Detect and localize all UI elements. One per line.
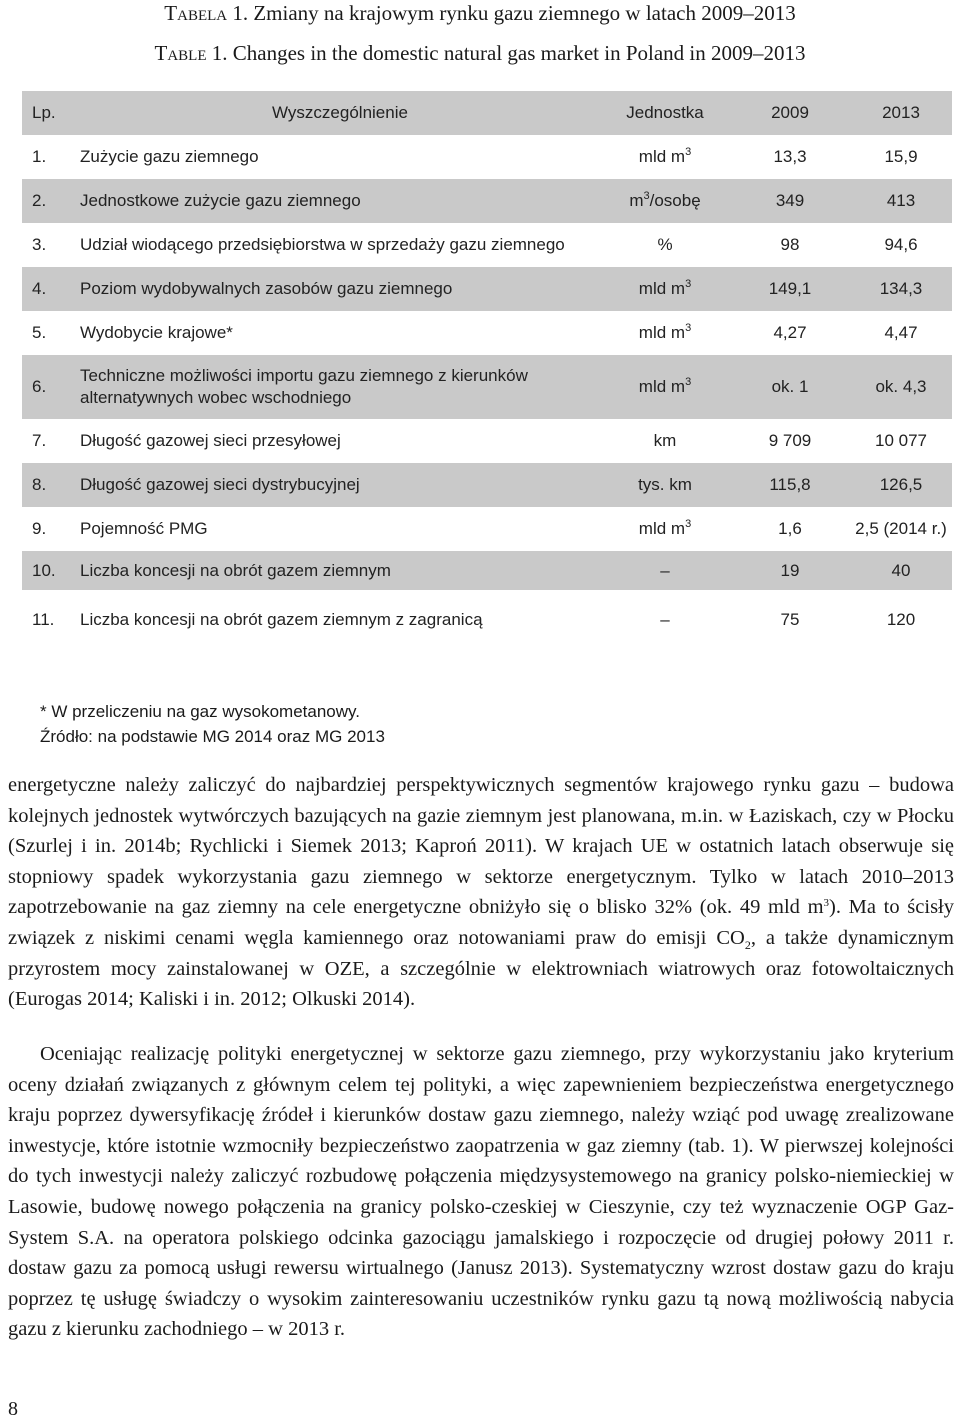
table-row	[22, 463, 952, 507]
cell-name: Pojemność PMG	[80, 519, 208, 538]
cell-unit: mld $m^3$	[600, 355, 730, 419]
caption-label: Tabela	[164, 1, 228, 25]
header-name: Wyszczególnienie	[80, 91, 600, 135]
cell-unit: mld $m^3$	[638, 518, 692, 538]
table-caption-english	[0, 41, 960, 66]
cell-2009: 4,27	[773, 323, 807, 342]
cell-2013: 15,9	[884, 147, 918, 166]
body-paragraph-1: energetyczne należy zaliczyć do najbardziej perspektywicznych segmentów krajowego rynku gazu – budowa kolejnych jednostek wytwórczych bazujących na gazie ziemnym jest planowana, m.in. w Łaziskach, czy w Płocku (Szurlej i in. 2014b; Rychlicki i Siemek 2013; Kaproń 2011). W krajach UE w ostatnich latach obserwuje się stopniowy spadek wykorzystania gazu ziemnego w sektorze energetycznym. Tylko w latach 2010–2013 zapotrzebowanie na gaz ziemny na cele energetyczne obniżyło się o blisko 32% (ok. 49 mld $m^3$). Ma to ścisły związek z niskimi cenami węgla kamiennego oraz notowaniami praw do emisji $CO_2$, a także dynamicznym przyrostem mocy zainstalowanej w OZE, a szczególnie w elektrowniach wiatrowych oraz fotowoltaicznych (Eurogas 2014; Kaliski i in. 2012; Olkuski 2014).	[8, 774, 955, 1011]
cell-2009: 19	[730, 551, 850, 595]
caption-text: Zmiany na krajowym rynku gazu ziemnego w latach 2009–2013	[253, 1, 796, 25]
cell-2013: 40	[850, 551, 952, 595]
cell-2009: 98	[780, 235, 800, 254]
cell-2013: 120	[850, 595, 952, 639]
cell-lp: 11.	[22, 595, 80, 639]
cell-2013: 94,6	[884, 235, 918, 254]
cell-name: Długość gazowej sieci dystrybucyjnej	[80, 463, 600, 507]
cell-2009: 349	[730, 179, 850, 223]
body-paragraph-2: Oceniając realizację polityki energetycznej w sektorze gazu ziemnego, przy wykorzystaniu jako kryterium oceny działań związanych z głównym celem tej polityki, a więc zapewnieniem bezpieczeństwa energetycznego kraju poprzez dywersyfikację źródeł i kierunków dostaw gazu ziemnego, należy wziąć pod uwagę zrealizowane inwestycje, które istotnie wzmocniły bezpieczeństwo zaopatrzenia w gaz ziemny (tab. 1). W pierwszej kolejności do tych inwestycji należy zaliczyć rozbudowę połączenia międzysystemowego na granicy polsko-niemieckiej w Lasowie, budowę nowego połączenia na granicy polsko-czeskiej w Cieszynie, czy też wyznaczenie OGP Gaz-System S.A. na operatora polskiego odcinka gazociągu jamalskiego i rozpoczęcie od drugiej połowy 2011 r. dostaw gazu za pomocą usługi rewersu wirtualnego (Janusz 2013). Systematyczny wzrost dostaw gazu do kraju poprzez tę usługę świadczy o wysokim zainteresowaniu uczestników rynku gazu tą nową możliwością nabycia gazu z kierunku zachodniego – w 2013 r.	[8, 1043, 954, 1341]
cell-2013: 413	[850, 179, 952, 223]
cell-unit: tys. km	[600, 463, 730, 507]
cell-name: Techniczne możliwości importu gazu ziemnego z kierunków alternatywnych wobec wschodniego	[80, 355, 600, 419]
cell-name: Udział wiodącego przedsiębiorstwa w sprzedaży gazu ziemnego	[80, 235, 565, 254]
cell-2009: 9 709	[768, 431, 812, 450]
cell-2009: 1,6	[778, 519, 802, 538]
table-caption-polish	[0, 1, 960, 26]
caption-number: 1.	[232, 1, 249, 25]
table-footnote: * W przeliczeniu na gaz wysokometanowy.	[40, 702, 360, 721]
table-row	[22, 223, 952, 267]
cell-name: Jednostkowe zużycie gazu ziemnego	[80, 179, 600, 223]
cell-lp: 10.	[22, 551, 80, 595]
header-unit: Jednostka	[600, 91, 730, 135]
table-row	[22, 551, 952, 595]
table-header-row	[22, 91, 952, 135]
table-row	[22, 419, 952, 463]
cell-name: Zużycie gazu ziemnego	[80, 147, 259, 166]
table-row	[22, 507, 952, 551]
cell-2013: 134,3	[850, 267, 952, 311]
cell-unit: mld $m^3$	[600, 267, 730, 311]
cell-lp: 5.	[32, 323, 47, 342]
cell-2009: 149,1	[730, 267, 850, 311]
cell-unit: –	[600, 551, 730, 595]
gas-market-table	[22, 91, 952, 639]
cell-unit: %	[657, 235, 673, 254]
cell-unit: mld $m^3$	[638, 146, 692, 166]
cell-2013: 4,47	[884, 323, 918, 342]
header-2009: 2009	[730, 91, 850, 135]
cell-lp: 3.	[32, 235, 47, 254]
cell-lp: 6.	[22, 355, 80, 419]
cell-2009: 115,8	[730, 463, 850, 507]
table-row	[22, 135, 952, 179]
table-source: Źródło: na podstawie MG 2014 oraz MG 2013	[40, 727, 385, 746]
caption-label: Table	[154, 41, 207, 65]
cell-2013: 10 077	[875, 431, 927, 450]
page-number: 8	[8, 1398, 18, 1420]
cell-name: Wydobycie krajowe*	[80, 323, 233, 342]
cell-2013: ok. 4,3	[850, 355, 952, 419]
cell-2009: 13,3	[773, 147, 807, 166]
cell-unit: –	[600, 595, 730, 639]
cell-2013: 2,5 (2014 r.)	[855, 519, 947, 538]
cell-2009: ok. 1	[730, 355, 850, 419]
table-row	[22, 595, 952, 639]
caption-number: 1.	[211, 41, 228, 65]
cell-name: Poziom wydobywalnych zasobów gazu ziemnego	[80, 267, 600, 311]
cell-2009: 75	[730, 595, 850, 639]
cell-lp: 4.	[22, 267, 80, 311]
cell-unit: $m^3$/osobę	[600, 179, 730, 223]
cell-name: Liczba koncesji na obrót gazem ziemnym z zagranicą	[80, 595, 600, 639]
cell-lp: 1.	[32, 147, 47, 166]
header-2013: 2013	[850, 91, 952, 135]
table-row	[22, 179, 952, 223]
cell-lp: 8.	[22, 463, 80, 507]
cell-unit: mld $m^3$	[638, 322, 692, 342]
cell-name: Długość gazowej sieci przesyłowej	[80, 431, 341, 450]
cell-name: Liczba koncesji na obrót gazem ziemnym	[80, 551, 600, 595]
table-row	[22, 267, 952, 311]
table-row	[22, 311, 952, 355]
caption-text: Changes in the domestic natural gas market in Poland in 2009–2013	[232, 41, 806, 65]
cell-2013: 126,5	[850, 463, 952, 507]
header-lp: Lp.	[22, 91, 80, 135]
cell-lp: 9.	[32, 519, 47, 538]
cell-lp: 2.	[22, 179, 80, 223]
table-row	[22, 355, 952, 419]
cell-unit: km	[653, 431, 677, 450]
cell-lp: 7.	[32, 431, 47, 450]
